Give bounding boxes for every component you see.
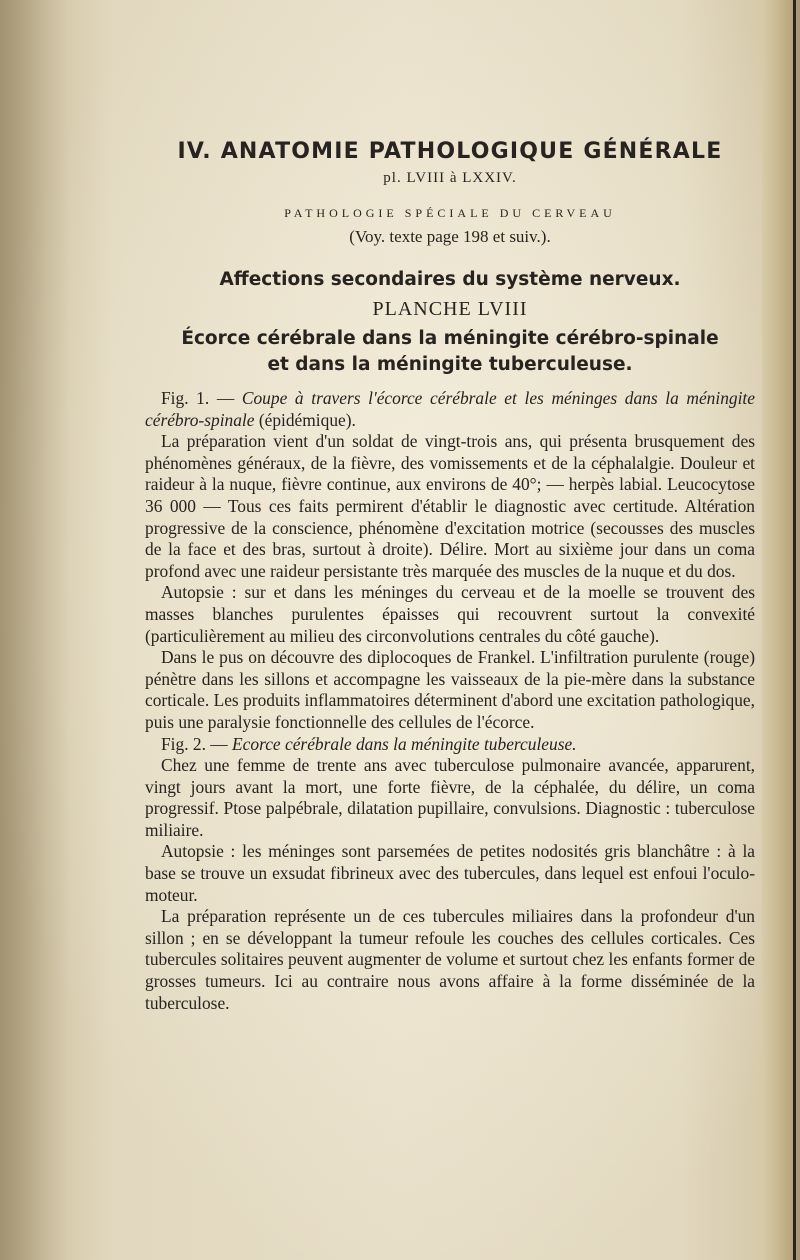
plates-range: pl. LVIII à LXXIV. — [383, 170, 517, 186]
fig1-paragraph-3: Dans le pus on découvre des diplocoques de Frankel. L'infiltration purulente (rouge) pénètre dans les sillons et accompagne les vaisseaux de la pie-mère dans la substance corticale. Les produits inflammatoires déterminent d'abord une excitation pathologique, puis une paralysie fonctionnelle des cellules de l'écorce. — [145, 647, 755, 732]
fig2-caption-italic: Ecorce cérébrale dans la méningite tuberculeuse. — [232, 733, 577, 754]
binding-strip — [793, 0, 796, 1260]
page-text — [145, 138, 755, 1014]
fig1-caption — [145, 388, 755, 431]
fig2-paragraph-3: La préparation représente un de ces tubercules miliaires dans la profondeur d'un sillon ; en se développant la tumeur refoule les couches des cellules corticales. Ces tubercules solitaires peuvent augmenter de volume et surtout chez les enfants former de grosses tumeurs. Ici au contraire nous avons affaire à la forme disséminée de la tuberculose. — [145, 906, 755, 1013]
subject-heading: PATHOLOGIE SPÉCIALE DU CERVEAU — [284, 206, 616, 220]
fig1-paragraph-1: La préparation vient d'un soldat de vingt-trois ans, qui présenta brusquement des phénomènes généraux, de la fièvre, des vomissements et de la céphalalgie. Douleur et raideur à la nuque, fièvre continue, aux environs de 40°; — herpès labial. Leucocytose 36 000 — Tous ces faits permirent d'établir le diagnostic avec certitude. Altération progressive de la conscience, phénomène d'excitation motrice (secousses des muscles de la face et des bras, surtout à droite). Délire. Mort au sixième jour dans un coma profond avec une raideur persistante très marquée des muscles de la nuque et du dos. — [145, 431, 755, 581]
fig2-paragraph-2: Autopsie : les méninges sont parsemées de petites nodosités gris blanchâtre : à la base se trouve un exsudat fibrineux avec des tubercules, dans lequel est enfoui l'oculo-moteur. — [145, 841, 755, 905]
fig1-paragraph-2: Autopsie : sur et dans les méninges du cerveau et de la moelle se trouvent des masses blanches purulentes épaisses qui recouvrent surtout la convexité (particulièrement au milieu des circonvolutions centrales du côté gauche). — [145, 582, 755, 646]
fig2-caption — [145, 734, 755, 756]
fig1-caption-italic: Coupe à travers l'écorce cérébrale et les méninges dans la méningite cérébro-spinale — [145, 388, 755, 430]
plate-title-line-1: Écorce cérébrale dans la méningite cérébro-spinale — [181, 328, 719, 349]
text-reference: (Voy. texte page 198 et suiv.). — [349, 227, 551, 246]
fig2-paragraph-1: Chez une femme de trente ans avec tuberculose pulmonaire avancée, apparurent, vingt jours avant la mort, une forte fièvre, de la céphalée, du délire, un coma progressif. Ptose palpébrale, dilatation pupillaire, convulsions. Diagnostic : tuberculose miliaire. — [145, 755, 755, 840]
plate-title-line-2: et dans la méningite tuberculeuse. — [267, 354, 633, 375]
fig1-label: Fig. 1. — — [161, 388, 235, 408]
section-title: IV. ANATOMIE PATHOLOGIQUE GÉNÉRALE — [177, 139, 723, 164]
plate-label: PLANCHE LVIII — [372, 298, 528, 320]
page-edge — [762, 0, 800, 1260]
fig2-label: Fig. 2. — — [161, 733, 228, 754]
body-text — [145, 388, 755, 1014]
fig1-caption-suffix: (épidémique). — [254, 409, 356, 430]
chapter-heading: Affections secondaires du système nerveux. — [219, 269, 681, 290]
